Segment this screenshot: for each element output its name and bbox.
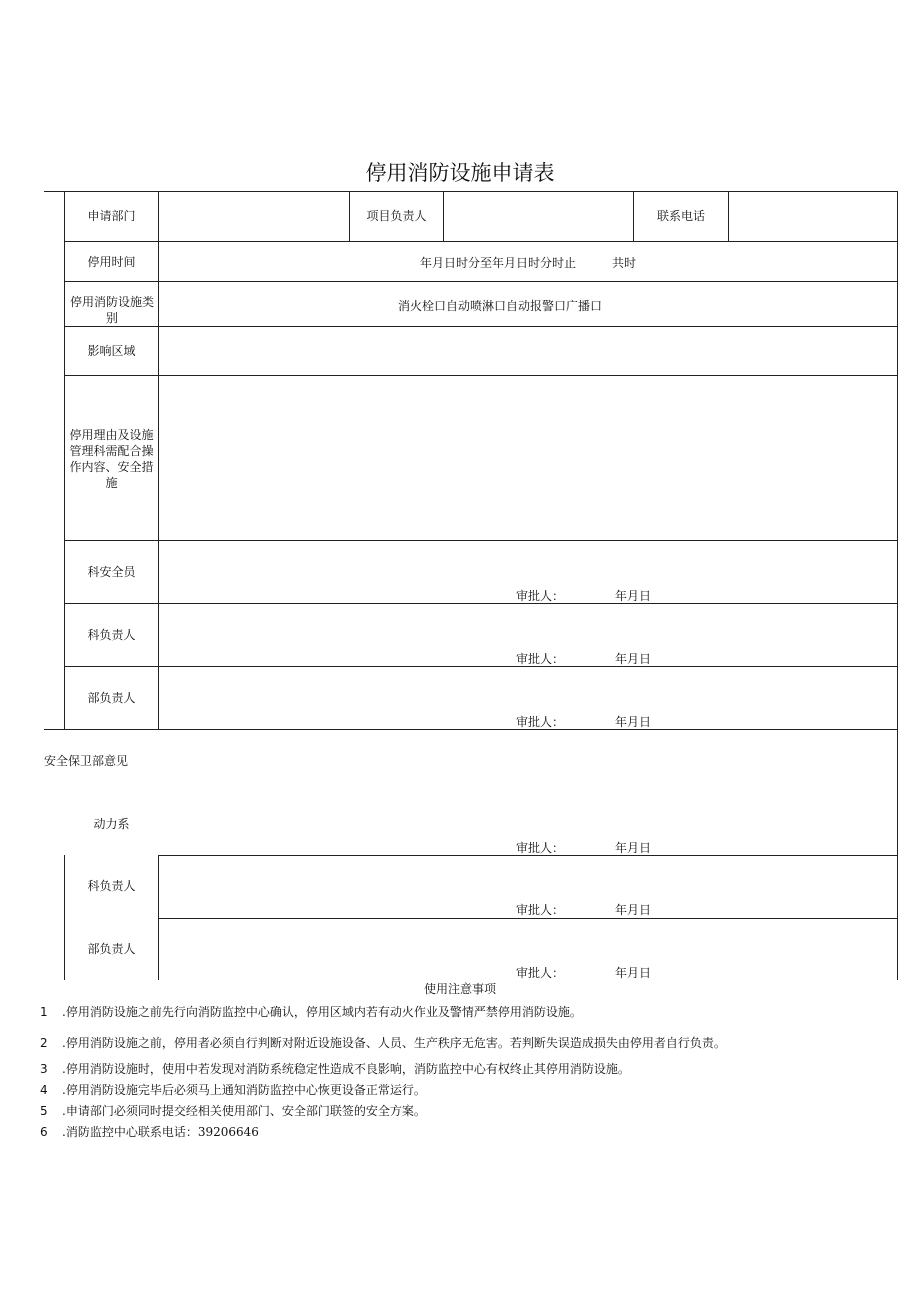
note-number: 2: [40, 1036, 48, 1050]
form-title: 停用消防设施申请表: [365, 161, 555, 185]
approval-date: 年月日: [615, 841, 652, 855]
note-number: 5: [40, 1104, 48, 1118]
row-divider: [64, 241, 898, 242]
security-label: 安全保卫部意见: [44, 754, 129, 768]
notes-title: 使用注意事项: [423, 982, 496, 996]
time-value[interactable]: 年月日时分至年月日时分时止: [420, 256, 577, 270]
dept-label: 申请部门: [87, 209, 136, 223]
manager-field[interactable]: [444, 192, 633, 241]
note-item: [40, 1081, 426, 1098]
note-item: [40, 1102, 426, 1119]
note-text: .消防监控中心联系电话：39206646: [62, 1125, 259, 1139]
approver-label: 审批人：: [516, 966, 565, 980]
approver-label: 审批人：: [516, 903, 565, 917]
safety-officer-label: 科安全员: [87, 565, 136, 579]
note-item: [40, 1034, 726, 1051]
approver-label: 审批人：: [516, 652, 565, 666]
note-text: .停用消防设施之前，停用者必须自行判断对附近设施设备、人员、生产秩序无危害。若判断失误造成损失由停用者自行负责。: [62, 1036, 726, 1050]
row-divider: [64, 281, 898, 282]
approval-date: 年月日: [615, 903, 652, 917]
dept-head-label: 部负责人: [87, 691, 136, 705]
note-number: 1: [40, 1005, 48, 1019]
approval-date: 年月日: [615, 652, 652, 666]
approval-date: 年月日: [615, 966, 652, 980]
area-label: 影响区域: [87, 344, 136, 358]
phone-label: 联系电话: [656, 209, 705, 223]
note-item: [40, 1003, 582, 1020]
phone-field[interactable]: [729, 192, 897, 241]
note-number: 3: [40, 1062, 48, 1076]
approval-date: 年月日: [615, 715, 652, 729]
category-options[interactable]: 消火栓口自动喷淋口自动报警口广播口: [398, 299, 603, 313]
note-text: .申请部门必须同时提交经相关使用部门、安全部门联签的安全方案。: [62, 1104, 426, 1118]
note-item: [40, 1060, 630, 1077]
approver-label: 审批人：: [516, 589, 565, 603]
row-divider: [44, 729, 898, 730]
col-divider: [158, 855, 159, 980]
dept-field[interactable]: [159, 192, 349, 241]
reason-field[interactable]: [159, 376, 897, 540]
category-label: 停用消防设施类别: [69, 295, 154, 325]
note-item: [40, 1123, 259, 1140]
note-text: .停用消防设施时，使用中若发现对消防系统稳定性造成不良影响，消防监控中心有权终止其停用消防设施。: [62, 1062, 630, 1076]
row-divider: [64, 666, 898, 667]
section-head-label: 科负责人: [87, 628, 136, 642]
row-divider: [64, 603, 898, 604]
table-border-right: [897, 191, 898, 980]
approver-label: 审批人：: [516, 841, 565, 855]
dept-head-label-2: 部负责人: [87, 942, 136, 956]
note-number: 4: [40, 1083, 48, 1097]
note-text: .停用消防设施之前先行向消防监控中心确认，停用区域内若有动火作业及警情严禁停用消防设施。: [62, 1005, 582, 1019]
row-divider: [159, 918, 898, 919]
row-divider: [64, 540, 898, 541]
note-number: 6: [40, 1125, 48, 1139]
time-label: 停用时间: [87, 255, 136, 269]
col-divider: [64, 855, 65, 980]
approver-label: 审批人：: [516, 715, 565, 729]
section-head-label-2: 科负责人: [87, 879, 136, 893]
note-text: .停用消防设施完毕后必须马上通知消防监控中心恢更设备正常运行。: [62, 1083, 426, 1097]
power-label: 动力系: [93, 817, 130, 831]
table-border-left: [64, 191, 65, 729]
approval-date: 年月日: [615, 589, 652, 603]
reason-label: 停用理由及设施管理科需配合操作内容、安全措施: [69, 428, 154, 490]
time-total[interactable]: 共时: [612, 256, 637, 270]
manager-label: 项目负责人: [366, 209, 427, 223]
area-field[interactable]: [159, 327, 897, 375]
